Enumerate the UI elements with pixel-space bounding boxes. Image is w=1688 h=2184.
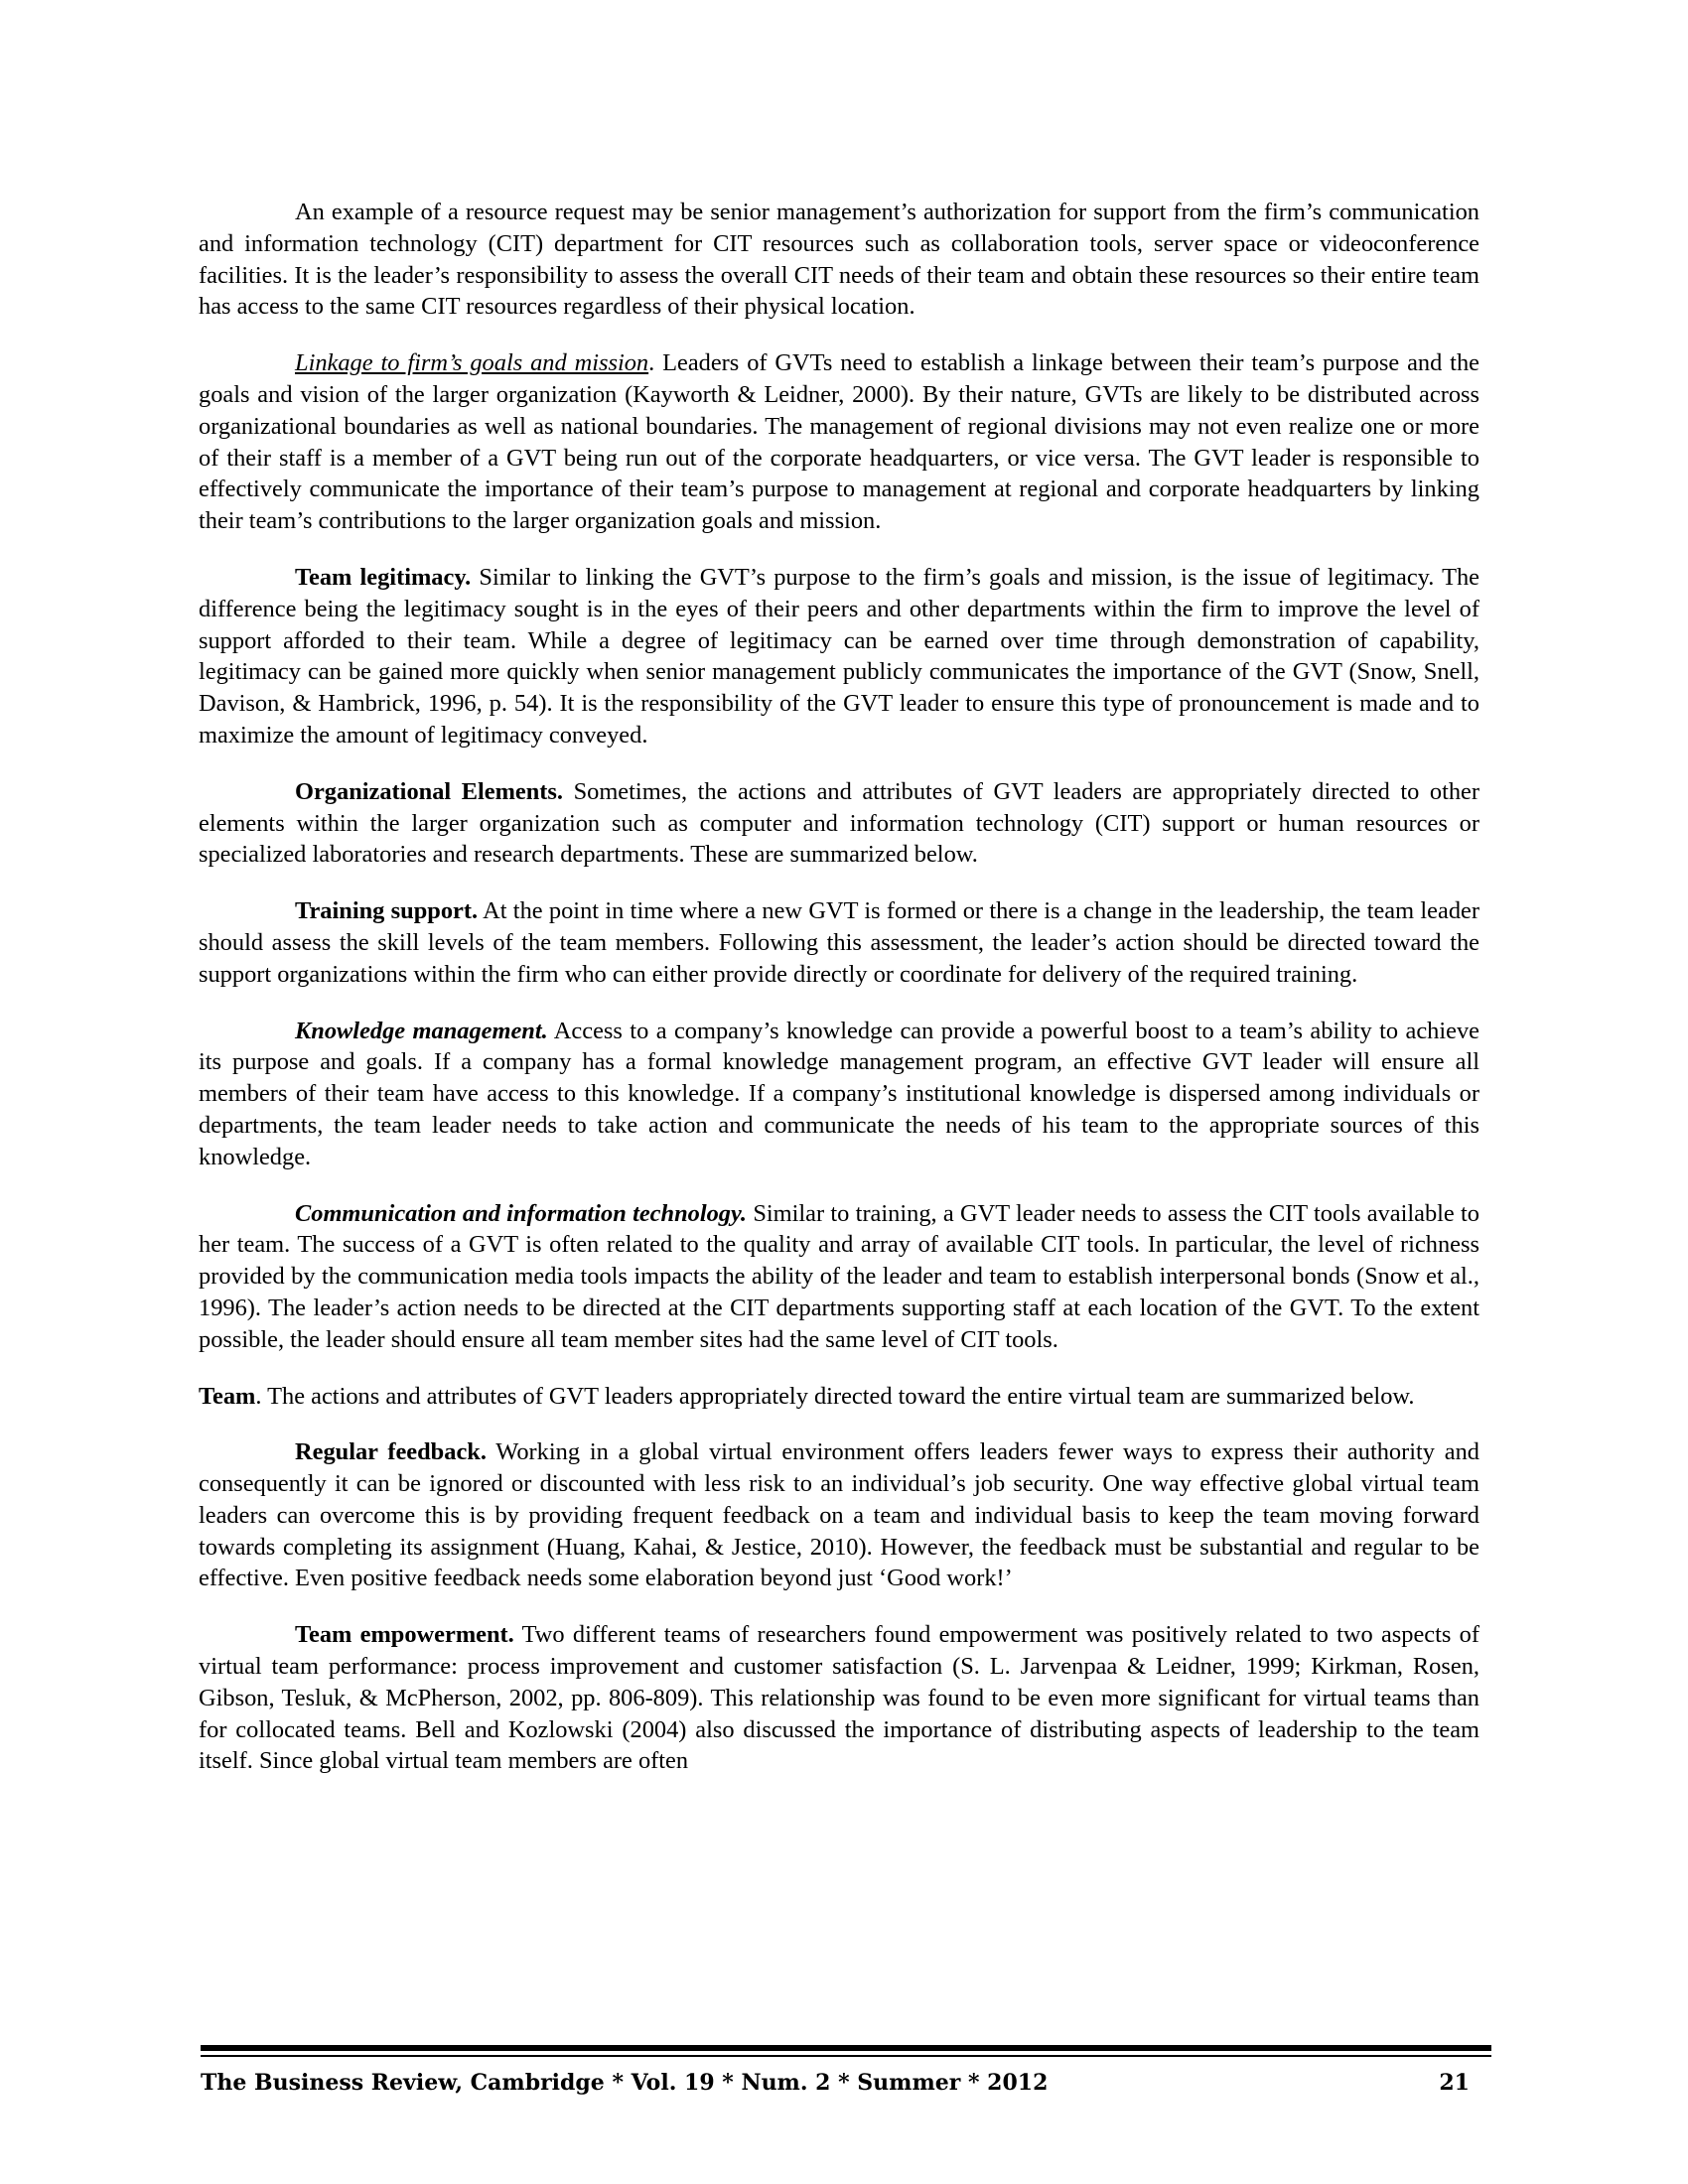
section-heading-organizational-elements: Organizational Elements. xyxy=(295,777,564,805)
paragraph-knowledge-management xyxy=(199,1016,1479,1173)
footer-rule-thin xyxy=(201,2055,1491,2057)
paragraph-regular-feedback xyxy=(199,1436,1479,1594)
paragraph-text: . Leaders of GVTs need to establish a linkage between their team’s purpose and the goals and vision of the larger organization (Kayworth & Leidner, 2000). By their nature, GVTs are likely to be distributed across organizational boundaries as well as national boundaries. The management of regional divisions may not even realize one or more of their staff is a member of a GVT being run out of the corporate headquarters, or vice versa. The GVT leader is responsible to effectively communicate the importance of their team’s purpose to management at regional and corporate headquarters by linking their team’s contributions to the larger organization goals and mission. xyxy=(199,349,1479,535)
paragraph-team xyxy=(199,1381,1479,1413)
paragraph-training-support xyxy=(199,895,1479,990)
paragraph-team-legitimacy xyxy=(199,562,1479,751)
paragraph-linkage xyxy=(199,347,1479,537)
footer-journal-citation: The Business Review, Cambridge * Vol. 19 * Num. 2 * Summer * 2012 xyxy=(201,2070,1049,2096)
section-heading-linkage: Linkage to firm’s goals and mission xyxy=(295,349,649,377)
section-heading-knowledge-management: Knowledge management. xyxy=(295,1017,548,1044)
paragraph-text: Two different teams of researchers found empowerment was positively related to two aspects of virtual team performance: process improvement and customer satisfaction (S. L. Jarvenpaa & Leidner, 1999; Kirkman, Rosen, Gibson, Tesluk, & McPherson, 2002, pp. 806-809). This relationship was found to be even more significant for virtual teams than for collocated teams. Bell and Kozlowski (2004) also discussed the importance of distributing aspects of leadership to the team itself. Since global virtual team members are often xyxy=(199,1621,1480,1775)
paragraph-text: Sometimes, the actions and attributes of GVT leaders are appropriately directed to other elements within the larger organization such as computer and information technology (CIT) support or human resources or specialized laboratories and research departments. These are summarized below. xyxy=(199,777,1479,869)
section-heading-regular-feedback: Regular feedback. xyxy=(295,1438,487,1466)
paragraph-text: Working in a global virtual environment offers leaders fewer ways to express their authority and consequently it can be ignored or discounted with less risk to an individual’s job security. One way effective global virtual team leaders can overcome this is by providing frequent feedback on a team and individual basis to keep the team moving forward towards completing its assignment (Huang, Kahai, & Jestice, 2010). However, the feedback must be substantial and regular to be effective. Even positive feedback needs some elaboration beyond just ‘Good work!’ xyxy=(199,1438,1479,1592)
paragraph-text: At the point in time where a new GVT is formed or there is a change in the leadership, the team leader should assess the skill levels of the team members. Following this assessment, the leader’s action should be directed toward the support organizations within the firm who can either provide directly or coordinate for delivery of the required training. xyxy=(199,897,1479,988)
section-heading-communication-technology: Communication and information technology. xyxy=(295,1199,748,1227)
paragraph-text: Similar to linking the GVT’s purpose to the firm’s goals and mission, is the issue of legitimacy. The difference being the legitimacy sought is in the eyes of their peers and other departments within the firm to improve the level of support afforded to their team. While a degree of legitimacy can be earned over time through demonstration of capability, legitimacy can be gained more quickly when senior management publicly communicates the importance of the GVT (Snow, Snell, Davison, & Hambrick, 1996, p. 54). It is the responsibility of the GVT leader to ensure this type of pronouncement is made and to maximize the amount of legitimacy conveyed. xyxy=(199,563,1479,749)
paragraph-text: Access to a company’s knowledge can provide a powerful boost to a team’s ability to achieve its purpose and goals. If a company has a formal knowledge management program, an effective GVT leader will ensure all members of their team have access to this knowledge. If a company’s institutional knowledge is dispersed among individuals or departments, the team leader needs to take action and communicate the needs of his team to the appropriate sources of this knowledge. xyxy=(199,1017,1479,1170)
section-heading-team-legitimacy: Team legitimacy. xyxy=(295,563,472,591)
footer-rule-thick xyxy=(201,2045,1491,2051)
footer-page-number: 21 xyxy=(1439,2070,1470,2096)
paragraph-text: Similar to training, a GVT leader needs to assess the CIT tools available to her team. The success of a GVT is often related to the quality and array of available CIT tools. In particular, the level of richness provided by the communication media tools impacts the ability of the leader and team to establish interpersonal bonds (Snow et al., 1996). The leader’s action needs to be directed at the CIT departments supporting staff at each location of the GVT. To the extent possible, the leader should ensure all team member sites had the same level of CIT tools. xyxy=(199,1199,1480,1353)
section-heading-team-empowerment: Team empowerment. xyxy=(295,1621,514,1649)
paragraph-text: . The actions and attributes of GVT leaders appropriately directed toward the entire virtual team are summarized below. xyxy=(255,1382,1415,1410)
page-body xyxy=(199,197,1479,1802)
section-heading-training-support: Training support. xyxy=(295,897,479,925)
section-heading-team: Team xyxy=(199,1382,256,1410)
paragraph-text: An example of a resource request may be senior management’s authorization for support from the firm’s communication and information technology (CIT) department for CIT resources such as collaboration tools, server space or videoconference facilities. It is the leader’s responsibility to assess the overall CIT needs of their team and obtain these resources so their entire team has access to the same CIT resources regardless of their physical location. xyxy=(199,199,1479,321)
paragraph-communication-technology xyxy=(199,1198,1479,1356)
paragraph-team-empowerment xyxy=(199,1619,1479,1777)
paragraph-resource-request xyxy=(199,197,1479,323)
paragraph-organizational-elements xyxy=(199,776,1479,871)
